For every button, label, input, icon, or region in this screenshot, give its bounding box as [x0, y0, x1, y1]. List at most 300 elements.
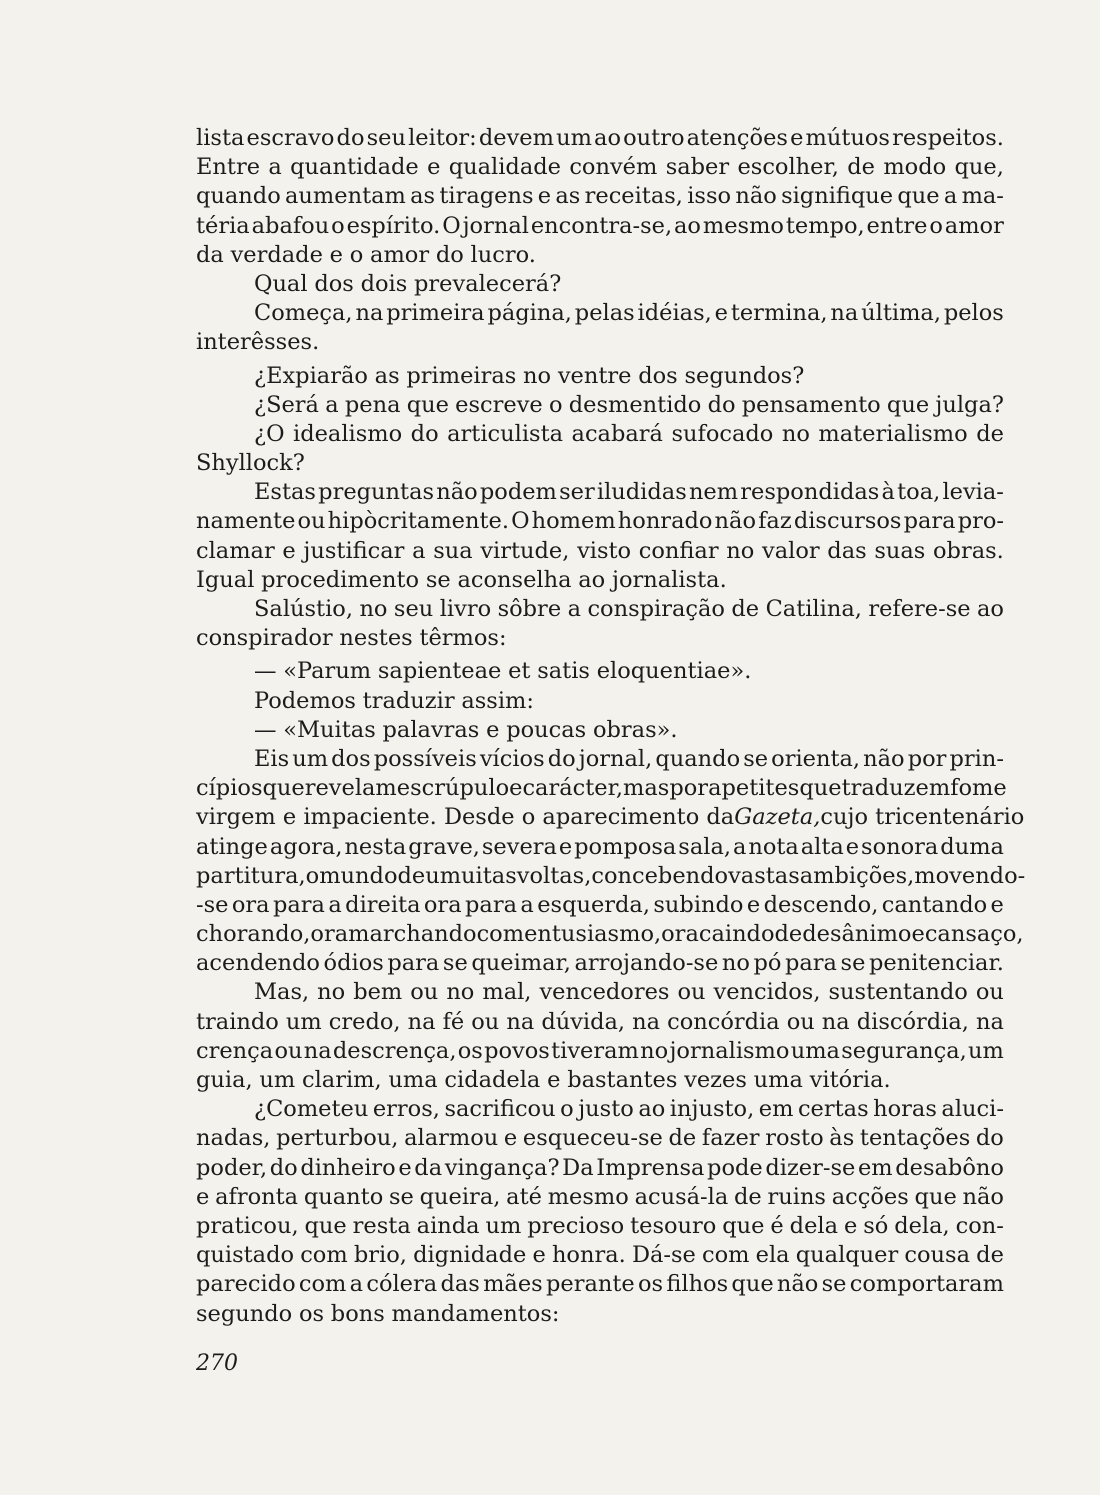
word: Podemos — [254, 687, 356, 714]
word: que — [914, 1183, 957, 1210]
word: vícios — [479, 745, 545, 772]
word: as — [374, 362, 400, 389]
word: idealismo — [293, 420, 403, 447]
word: a — [349, 1271, 364, 1298]
word: confiar — [638, 537, 719, 564]
text-line — [196, 1183, 1004, 1212]
word: perante — [545, 1271, 635, 1298]
word: as — [410, 183, 436, 210]
word: aluci- — [941, 1096, 1004, 1123]
word: justificar — [303, 537, 405, 564]
text-line — [196, 1037, 1004, 1066]
word: toa, — [897, 479, 941, 506]
word: signifique — [781, 183, 894, 210]
text-line — [196, 420, 1004, 449]
word: entre — [866, 212, 928, 239]
word: lucro. — [470, 241, 536, 268]
word: mundo — [319, 862, 398, 889]
text-line — [196, 507, 1004, 536]
word: orienta, — [771, 745, 861, 772]
word: de — [731, 596, 760, 622]
text-line — [196, 978, 1004, 1007]
word: namente — [196, 508, 296, 535]
word: no — [317, 979, 346, 1006]
word: sonora — [861, 833, 939, 860]
word: penitenciar. — [868, 950, 1004, 977]
text-line — [196, 212, 1004, 241]
word: apetites — [708, 775, 800, 802]
text-segment: cujo tricentenário — [820, 804, 1025, 831]
word: discursos — [793, 508, 902, 535]
word: vezes — [684, 1067, 747, 1093]
text-line — [196, 595, 1004, 624]
word: pro- — [957, 508, 1004, 535]
word: hipòcritamente. — [327, 508, 509, 535]
word: resta — [352, 1212, 411, 1239]
word: qualquer — [795, 1242, 899, 1269]
word: direita — [345, 891, 421, 918]
word: guia, — [196, 1067, 253, 1093]
word: segundo — [196, 1300, 293, 1327]
word: julga? — [935, 391, 1004, 418]
word: mas — [623, 775, 670, 802]
word: dignidade — [413, 1242, 527, 1269]
text-line — [196, 833, 1004, 862]
word: é — [770, 1212, 784, 1239]
word: com — [702, 1242, 750, 1269]
word: por — [669, 775, 709, 802]
word: livro — [439, 596, 492, 622]
word: refere-se — [868, 596, 971, 622]
word: a — [328, 891, 342, 918]
word: Imprensa — [596, 1154, 705, 1181]
word: entusiasmo, — [524, 921, 662, 948]
word: bastantes — [567, 1067, 678, 1093]
word: nesta — [344, 833, 407, 860]
word: revelam — [304, 775, 397, 802]
word: suas — [874, 537, 926, 564]
word: ¿O — [254, 420, 285, 447]
word: o — [349, 241, 364, 268]
word: a — [943, 183, 958, 210]
word: saber — [665, 154, 730, 181]
word: interêsses. — [196, 329, 320, 356]
word: con- — [955, 1212, 1004, 1239]
word: ambições, — [799, 862, 915, 889]
word: e — [746, 891, 761, 918]
word: a — [268, 154, 282, 181]
word: um — [485, 1212, 522, 1239]
word: mandamentos: — [391, 1300, 560, 1327]
word: conspiração — [587, 596, 725, 622]
word: quanto — [303, 1183, 384, 1210]
word: idéias, — [637, 300, 712, 327]
word: um — [968, 1037, 1004, 1064]
word: dela — [789, 1212, 839, 1239]
word: página, — [487, 300, 572, 327]
text-line — [196, 566, 1004, 595]
word: ódios — [323, 950, 384, 977]
word: fé — [442, 1008, 465, 1035]
text-line — [196, 1095, 1004, 1124]
word: pelas — [574, 300, 635, 327]
word: ao — [674, 212, 701, 239]
word: descendo, — [763, 891, 879, 918]
word: quando — [196, 183, 281, 210]
word: no — [781, 420, 810, 447]
word: não — [962, 1183, 1004, 1210]
word: ou — [786, 1008, 815, 1035]
word: sufocado — [671, 420, 774, 447]
text-line — [196, 891, 1004, 920]
word: termina, — [730, 300, 828, 327]
word: quantidade — [290, 154, 419, 181]
word: fome — [950, 775, 1007, 802]
word: na — [830, 300, 859, 327]
word: os — [298, 1300, 325, 1327]
word: horas — [873, 1096, 937, 1123]
word: pode — [707, 1154, 763, 1181]
word: ela — [755, 1242, 790, 1269]
word: traduzem — [841, 775, 951, 802]
word: palavras — [382, 716, 480, 743]
text-line — [196, 1066, 1004, 1095]
word: pelos — [943, 300, 1004, 327]
word: na — [407, 1008, 436, 1035]
word: do — [435, 241, 464, 268]
text-line — [196, 1212, 1004, 1241]
word: comportaram — [849, 1271, 1004, 1298]
word: atenções — [686, 125, 788, 151]
word: e — [509, 775, 523, 802]
word: honra. — [551, 1242, 626, 1269]
body-text — [196, 124, 1026, 1329]
word: com — [476, 921, 525, 948]
word: que — [886, 391, 930, 418]
word: e — [532, 1242, 546, 1269]
word: obras». — [592, 716, 678, 743]
word: vingança? — [444, 1154, 560, 1181]
word: povos — [484, 1037, 550, 1064]
text-line — [196, 745, 1004, 774]
word: tentações — [859, 1125, 971, 1152]
word: clamar — [196, 537, 275, 564]
word: respeitos. — [892, 125, 1004, 151]
word: descrença, — [332, 1037, 457, 1064]
word: queimar, — [471, 950, 571, 977]
word: mães — [483, 1271, 543, 1298]
word: mútuos — [805, 125, 890, 151]
word: e — [196, 1183, 210, 1210]
word: perturbou, — [276, 1125, 399, 1152]
word: e — [843, 1212, 858, 1239]
word: seu — [393, 596, 434, 622]
word: Começa, — [254, 300, 353, 327]
text-line — [196, 153, 1004, 182]
word: de — [847, 154, 875, 181]
word: com — [300, 1242, 348, 1269]
word: Eis — [254, 745, 290, 772]
word: Shyllock? — [196, 450, 305, 477]
word: dos — [331, 745, 371, 772]
word: amor — [370, 241, 430, 268]
word: cousa — [904, 1242, 971, 1269]
text-line — [196, 687, 1004, 716]
word: e — [990, 891, 1004, 918]
text-segment: virgem e impaciente. Desde o aparecimento da — [196, 804, 735, 831]
word: na — [506, 1008, 535, 1035]
word: verdade — [230, 241, 323, 268]
word: um — [285, 1008, 322, 1035]
word: que, — [954, 154, 1004, 181]
word: cantando — [881, 891, 988, 918]
word: poucas — [506, 716, 587, 743]
word: O — [442, 212, 461, 239]
word: até — [506, 1183, 542, 1210]
word: o — [305, 862, 320, 889]
word: das — [827, 537, 867, 564]
word: ao — [977, 596, 1004, 622]
word: valor — [762, 537, 820, 564]
word: queira, — [419, 1183, 501, 1210]
text-line — [196, 949, 1004, 978]
word: na — [976, 1008, 1004, 1035]
word: da — [414, 1154, 443, 1181]
word: virtude, — [480, 537, 570, 564]
word: que — [731, 1271, 774, 1298]
word: levia- — [942, 479, 1004, 506]
word: das — [440, 1271, 480, 1298]
word: a — [732, 833, 747, 860]
word: não — [436, 479, 478, 506]
word: se — [442, 950, 468, 977]
word: primeira — [386, 300, 485, 327]
word: articulista — [447, 420, 564, 447]
word: segundos? — [684, 362, 805, 389]
word: marchando — [348, 921, 477, 948]
word: para — [387, 950, 440, 977]
word: crença — [196, 1037, 274, 1064]
word: a — [520, 891, 534, 918]
word: praticou, — [196, 1212, 299, 1239]
word: dinheiro — [300, 1154, 396, 1181]
word: voltas, — [516, 862, 592, 889]
word: não — [714, 508, 756, 535]
word: ¿Será — [254, 391, 319, 418]
word: deu — [397, 862, 440, 889]
word: para — [903, 508, 956, 535]
word: movendo- — [914, 862, 1026, 889]
word: desmentido — [568, 391, 702, 418]
word: e — [282, 537, 296, 564]
word: o — [560, 1096, 574, 1123]
word: dos — [638, 362, 678, 389]
word: agora, — [269, 833, 343, 860]
word: outro — [623, 125, 685, 151]
word: sua — [433, 537, 473, 564]
word: ora — [661, 921, 699, 948]
word: não — [735, 183, 777, 210]
word: os — [638, 1271, 664, 1298]
word: concórdia — [667, 1008, 780, 1035]
word: ser — [559, 479, 595, 506]
word: encontra-se, — [530, 212, 673, 239]
word: Catilina, — [765, 596, 862, 622]
text-line — [196, 449, 1004, 478]
word: de — [774, 921, 803, 948]
word: convém — [569, 154, 658, 181]
word: ou — [471, 1008, 500, 1035]
word: na — [355, 300, 384, 327]
word: alarmou — [404, 1125, 499, 1152]
word: pena — [344, 391, 401, 418]
word: na — [821, 1008, 850, 1035]
word: e — [486, 716, 500, 743]
word: visto — [577, 537, 632, 564]
word: ora — [231, 891, 270, 918]
word: prin- — [949, 745, 1004, 772]
word: Da — [562, 1154, 594, 1181]
word: acabará — [571, 420, 663, 447]
word: ou — [274, 1037, 303, 1064]
text-line — [196, 716, 1004, 745]
text-line — [196, 478, 1004, 507]
text-line — [196, 182, 1004, 211]
word: procedimento — [261, 566, 420, 593]
italic-title: Gazeta, — [734, 804, 821, 831]
word: devem — [478, 125, 554, 151]
word: para — [784, 950, 837, 977]
word: modo — [883, 154, 947, 181]
word: do — [269, 1154, 298, 1181]
word: sacrificou — [444, 1096, 556, 1123]
text-line — [196, 774, 1007, 803]
word: conspirador — [196, 625, 333, 652]
word: et — [508, 658, 531, 685]
word: para — [465, 891, 517, 918]
word: tesouro — [630, 1212, 717, 1239]
word: ou — [975, 979, 1004, 1006]
word: do — [707, 391, 736, 418]
word: escrúpulo — [396, 775, 510, 802]
word: dela, — [894, 1212, 950, 1239]
word: cípios — [196, 775, 263, 802]
word: discórdia, — [856, 1008, 969, 1035]
word: precioso — [527, 1212, 625, 1239]
word: — — [254, 658, 277, 685]
word: ao — [578, 566, 606, 593]
word: — — [254, 716, 277, 743]
word: desânimo — [802, 921, 912, 948]
word: aumentam — [285, 183, 406, 210]
word: com — [298, 1271, 347, 1298]
word: e — [427, 154, 441, 181]
word: dos — [314, 270, 354, 297]
word: partitura, — [196, 862, 306, 889]
word: jornalista. — [611, 566, 727, 593]
word: vastas — [728, 862, 800, 889]
word: no — [726, 537, 755, 564]
word: atinge — [196, 833, 268, 860]
word: ventre — [557, 362, 632, 389]
word: no — [640, 1037, 669, 1064]
word: fazer — [701, 1125, 760, 1152]
word: nadas, — [196, 1125, 271, 1152]
word: uma — [388, 1067, 438, 1093]
text-line — [196, 328, 1004, 357]
word: cansaço, — [924, 921, 1024, 948]
word: mesmo — [547, 1183, 629, 1210]
word: subindo — [653, 891, 744, 918]
word: última, — [861, 300, 941, 327]
word: na — [632, 1008, 661, 1035]
word: que — [304, 1212, 347, 1239]
word: no — [721, 950, 750, 977]
word: eloquentiae». — [596, 658, 752, 685]
word: uma — [790, 1037, 840, 1064]
page-number: 270 — [196, 1351, 238, 1376]
word: segurança, — [841, 1037, 967, 1064]
word: Estas — [254, 479, 316, 506]
word: em — [758, 1096, 794, 1123]
word: do — [410, 420, 439, 447]
word: esquerda, — [537, 891, 650, 918]
word: jornal, — [578, 745, 653, 772]
word: erros, — [372, 1096, 440, 1123]
word: escolher, — [737, 154, 839, 181]
word: que — [799, 775, 842, 802]
word: podem — [479, 479, 557, 506]
word: ao — [638, 1096, 666, 1123]
word: de — [734, 1183, 762, 1210]
word: isso — [687, 183, 732, 210]
word: e — [558, 833, 573, 860]
word: clarim, — [302, 1067, 382, 1093]
word: dúvida, — [541, 1008, 626, 1035]
word: e — [547, 1067, 561, 1093]
word: e — [503, 1125, 518, 1152]
word: as — [555, 183, 581, 210]
word: muitas — [439, 862, 517, 889]
word: vencedores — [539, 979, 670, 1006]
word: poder, — [196, 1154, 268, 1181]
word: injusto, — [669, 1096, 755, 1123]
word: jornal — [462, 212, 529, 239]
word: de — [976, 420, 1004, 447]
word: carácter, — [522, 775, 624, 802]
text-line — [196, 862, 1026, 891]
word: ora — [310, 921, 349, 948]
word: arrojando-se — [574, 950, 719, 977]
word: cidadela — [444, 1067, 541, 1093]
word: leitor: — [408, 125, 477, 151]
word: severa — [481, 833, 557, 860]
word: às — [829, 1125, 855, 1152]
word: primeiras — [406, 362, 517, 389]
word: tiveram — [551, 1037, 639, 1064]
word: da — [196, 241, 224, 268]
text-line — [196, 537, 1004, 566]
word: preguntas — [318, 479, 435, 506]
word: e — [911, 921, 925, 948]
word: caindo — [698, 921, 775, 948]
word: dois — [360, 270, 408, 297]
word: mesmo — [702, 212, 784, 239]
word: de — [976, 1242, 1004, 1269]
text-line — [196, 391, 1004, 420]
word: parecido — [196, 1271, 296, 1298]
word: um — [556, 125, 592, 151]
